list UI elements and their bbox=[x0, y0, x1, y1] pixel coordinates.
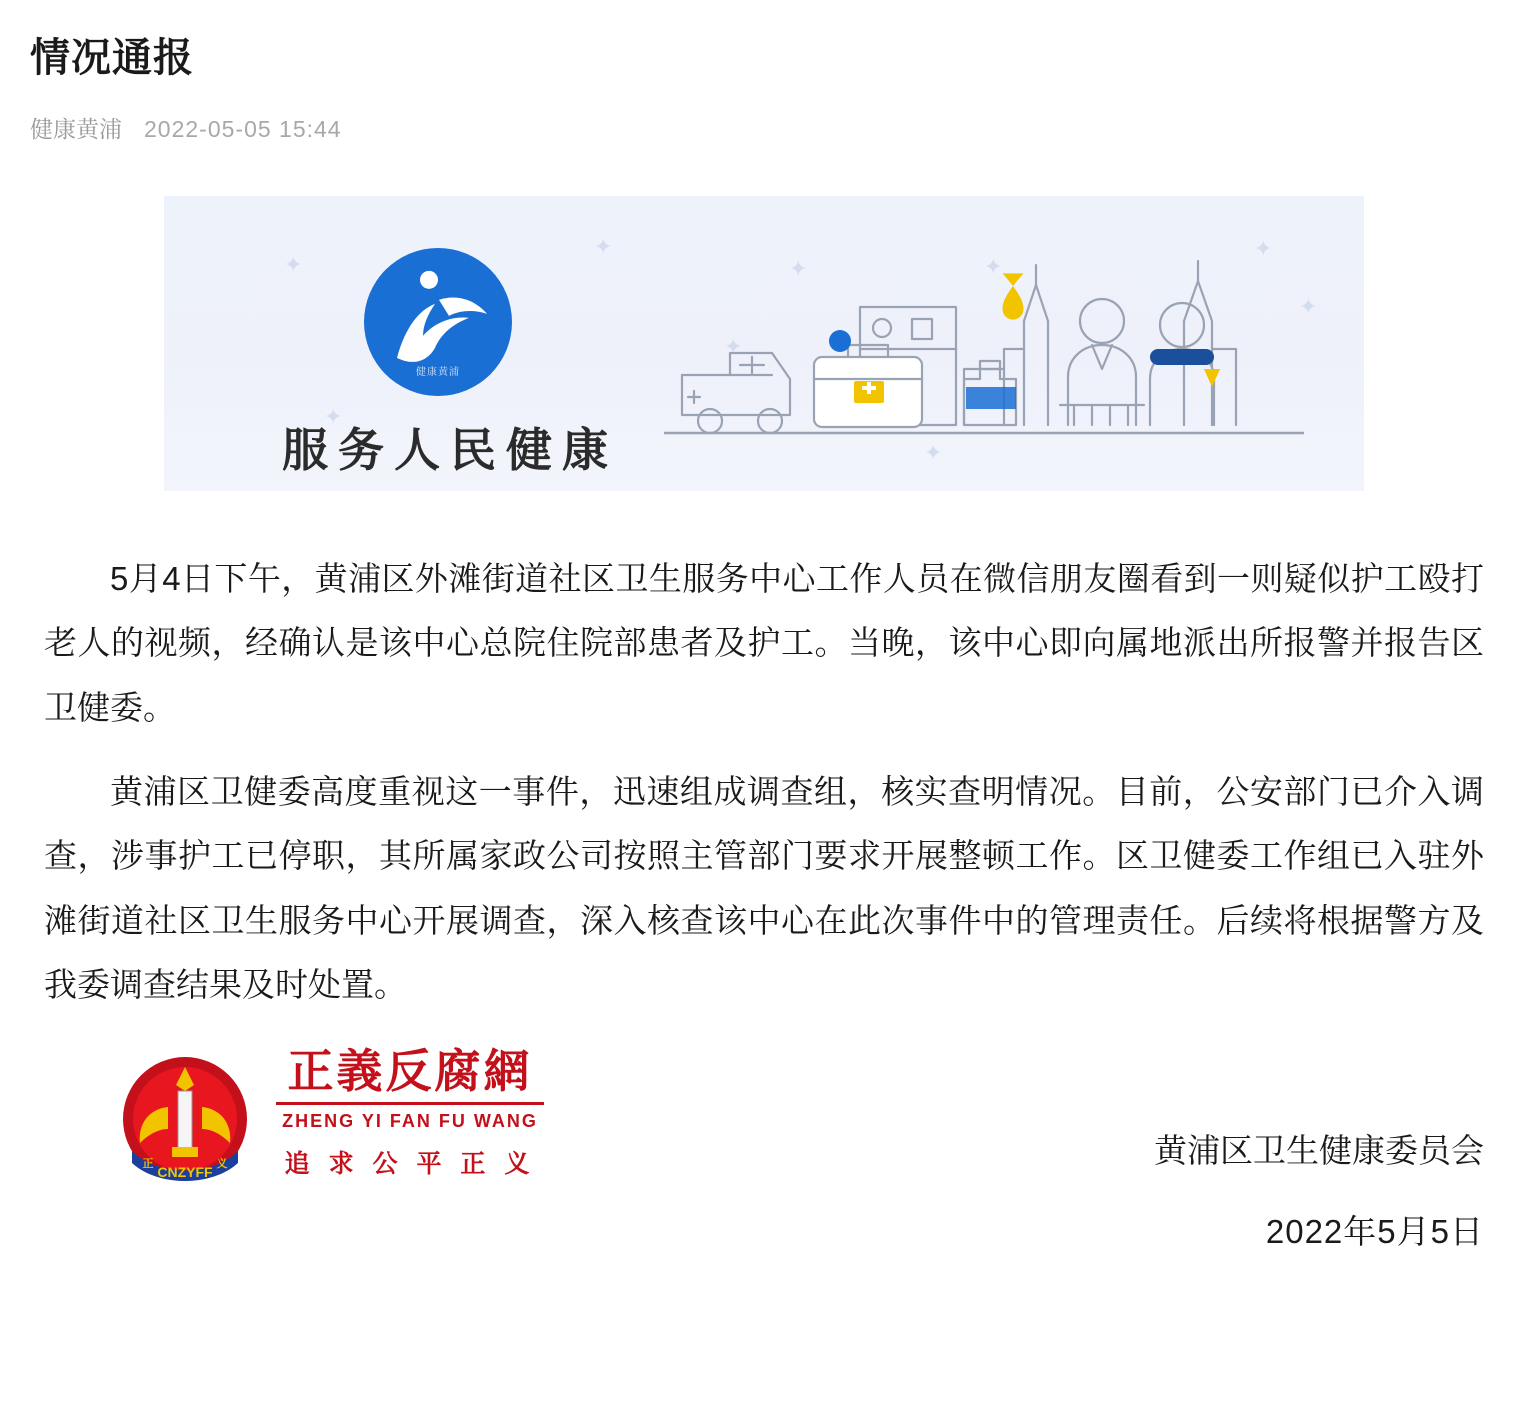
watermark-divider bbox=[276, 1102, 544, 1105]
logo-subtext: 健康黄浦 bbox=[416, 367, 460, 378]
signature-block bbox=[1154, 1133, 1484, 1250]
sparkle-icon: ✦ bbox=[924, 440, 943, 465]
watermark-site-pinyin: ZHENG YI FAN FU WANG bbox=[282, 1111, 538, 1132]
sparkle-icon: ✦ bbox=[789, 256, 808, 281]
article-body bbox=[44, 547, 1484, 1017]
sparkle-icon: ✦ bbox=[1299, 294, 1318, 319]
banner-image-wrapper bbox=[0, 196, 1528, 491]
svg-text:CNZYFF: CNZYFF bbox=[157, 1164, 213, 1181]
banner-slogan: 服务人民健康 bbox=[282, 424, 618, 476]
signature-organization: 黄浦区卫生健康委员会 bbox=[1154, 1132, 1484, 1170]
sparkle-icon: ✦ bbox=[1254, 236, 1273, 261]
runner-figure-icon bbox=[383, 266, 493, 370]
watermark bbox=[110, 1037, 550, 1227]
signature-date: 2022年5月5日 bbox=[1265, 1212, 1484, 1250]
sparkle-icon: ✦ bbox=[724, 334, 743, 359]
sparkle-icon: ✦ bbox=[324, 404, 343, 429]
health-banner-image bbox=[164, 196, 1364, 491]
health-logo-icon bbox=[364, 248, 512, 396]
sparkle-icon: ✦ bbox=[594, 234, 613, 259]
health-scene-illustration bbox=[664, 229, 1304, 469]
article-meta bbox=[30, 111, 1528, 144]
article-paragraph: 黄浦区卫健委高度重视这一事件，迅速组成调查组，核实查明情况。目前，公安部门已介入调查，涉事护工已停职，其所属家政公司按照主管部门要求开展整顿工作。区卫健委工作组已入驻外滩街道社区卫生服务中心开展调查，深入核查该中心在此次事件中的管理责任。后续将根据警方及我委调查结果及时处置。 bbox=[44, 773, 1484, 1004]
sparkle-icon: ✦ bbox=[984, 254, 1003, 279]
article-source: 健康黄浦 bbox=[30, 116, 122, 142]
article-timestamp: 2022-05-05 15:44 bbox=[144, 116, 342, 142]
police-badge-icon bbox=[110, 1047, 260, 1197]
watermark-site-name: 正義反腐網 bbox=[287, 1044, 533, 1099]
article-paragraph: 5月4日下午，黄浦区外滩街道社区卫生服务中心工作人员在微信朋友圈看到一则疑似护工殴打老人的视频，经确认是该中心总院住院部患者及护工。当晚，该中心即向属地派出所报警并报告区卫健委。 bbox=[44, 560, 1484, 726]
article-page bbox=[0, 26, 1528, 1415]
article-footer bbox=[0, 1037, 1528, 1297]
svg-text:义: 义 bbox=[216, 1158, 228, 1171]
sparkle-icon: ✦ bbox=[284, 252, 303, 277]
svg-text:正: 正 bbox=[142, 1158, 154, 1171]
page-title: 情况通报 bbox=[30, 36, 194, 80]
watermark-text bbox=[270, 1045, 550, 1180]
watermark-slogan: 追 求 公 平 正 义 bbox=[284, 1150, 536, 1179]
